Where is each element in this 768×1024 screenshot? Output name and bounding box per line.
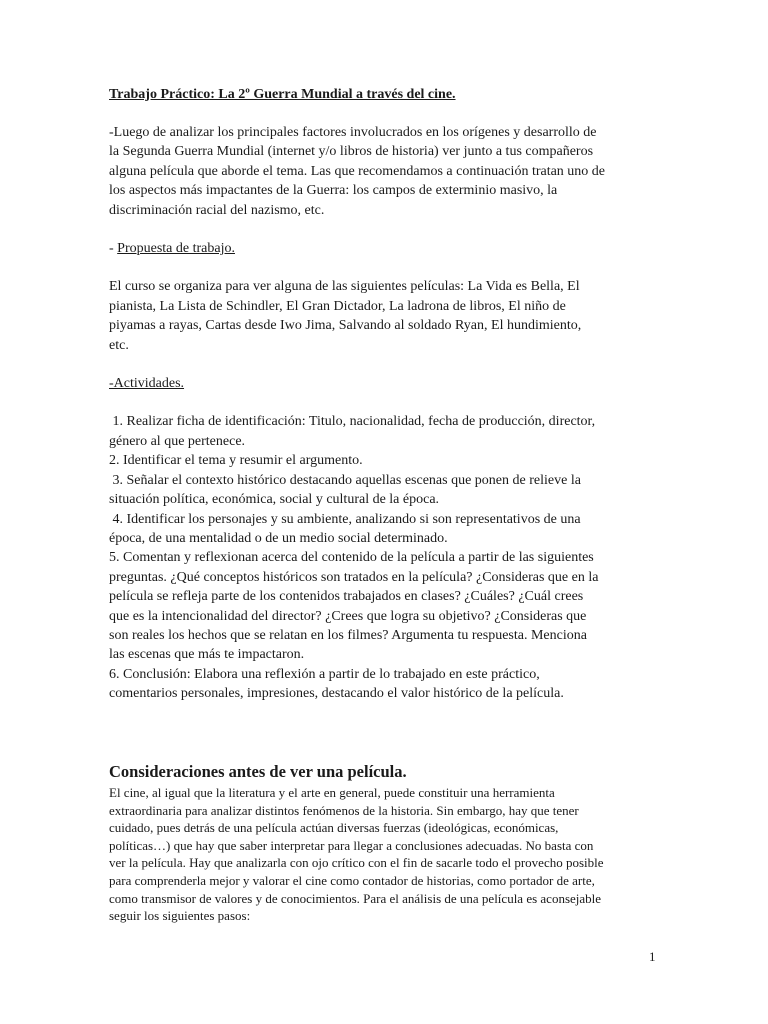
paragraph-line: El curso se organiza para ver alguna de las siguientes películas: La Vida es Bella, El — [109, 279, 580, 295]
activities-list — [109, 412, 659, 703]
list-item: 6. Conclusión: Elabora una reflexión a partir de lo trabajado en este práctico, — [109, 666, 540, 682]
list-item: género al que pertenece. — [109, 433, 246, 449]
proposal-heading-text: Propuesta de trabajo. — [117, 241, 235, 257]
list-item: 5. Comentan y reflexionan acerca del contenido de la película a partir de las siguientes — [109, 550, 594, 566]
list-item: que es la intencionalidad del director? ¿Crees que logra su objetivo? ¿Consideras que — [109, 608, 587, 624]
spacer — [109, 104, 659, 123]
paragraph-line: seguir los siguientes pasos: — [109, 908, 251, 924]
spacer — [109, 220, 659, 239]
document-body — [109, 85, 659, 704]
list-item: 2. Identificar el tema y resumir el argumento. — [109, 453, 363, 469]
list-item: situación política, económica, social y cultural de la época. — [109, 492, 440, 508]
list-item: las escenas que más te impactaron. — [109, 647, 305, 663]
paragraph-line: para comprenderla mejor y valorar el cine como contador de historias, como portador de arte, — [109, 872, 595, 888]
paragraph-line: discriminación racial del nazismo, etc. — [109, 202, 325, 218]
paragraph-line: piyamas a rayas, Cartas desde Iwo Jima, Salvando al soldado Ryan, El hundimiento, — [109, 318, 582, 334]
spacer — [109, 393, 659, 412]
paragraph-line: pianista, La Lista de Schindler, El Gran Dictador, La ladrona de libros, El niño de — [109, 298, 566, 314]
proposal-heading — [109, 239, 659, 258]
list-item: preguntas. ¿Qué conceptos históricos son tratados en la película? ¿Consideras que en la — [109, 569, 599, 585]
list-item: 3. Señalar el contexto histórico destacando aquellas escenas que ponen de relieve la — [109, 472, 581, 488]
paragraph-line: El cine, al igual que la literatura y el arte en general, puede constituir una herramienta — [109, 785, 555, 800]
list-item: comentarios personales, impresiones, destacando el valor histórico de la película. — [109, 686, 564, 702]
activities-heading: -Actividades. — [109, 376, 185, 392]
considerations-heading: Consideraciones antes de ver una película. — [109, 762, 407, 781]
proposal-paragraph — [109, 277, 659, 355]
paragraph-line: cuidado, pues detrás de una película actúan diversas fuerzas (ideológicas, económicas, — [109, 820, 559, 836]
paragraph-line: -Luego de analizar los principales factores involucrados en los orígenes y desarrollo de — [109, 125, 597, 140]
list-item: película se refleja parte de los contenidos trabajados en clases? ¿Cuáles? ¿Cuál crees — [109, 589, 584, 605]
page-number: 1 — [649, 949, 656, 964]
paragraph-line: alguna película que aborde el tema. Las que recomendamos a continuación tratan uno de — [109, 163, 606, 179]
intro-paragraph — [109, 123, 659, 220]
paragraph-line: políticas…) que hay que saber interpretar para llegar a conclusiones adecuadas. No basta con — [109, 837, 594, 853]
list-item: época, de una mentalidad o de un medio social determinado. — [109, 530, 448, 546]
spacer — [109, 355, 659, 374]
paragraph-line: como transmisor de valores y de conocimientos. Para el análisis de una película es aconsejable — [109, 890, 602, 906]
proposal-prefix: - — [109, 241, 118, 257]
list-item: 1. Realizar ficha de identificación: Titulo, nacionalidad, fecha de producción, director, — [109, 414, 596, 430]
paragraph-line: etc. — [109, 337, 129, 353]
paragraph-line: extraordinaria para analizar distintos fenómenos de la historia. Sin embargo, hay que tener — [109, 802, 579, 818]
list-item: son reales los hechos que se relatan en los filmes? Argumenta tu respuesta. Menciona — [109, 627, 587, 643]
paragraph-line: los aspectos más impactantes de la Guerra: los campos de exterminio masivo, la — [109, 183, 558, 199]
list-item: 4. Identificar los personajes y su ambiente, analizando si son representativos de una — [109, 511, 581, 527]
document-title: Trabajo Práctico: La 2º Guerra Mundial a través del cine. — [109, 87, 456, 102]
spacer — [109, 258, 659, 277]
considerations-paragraph — [109, 784, 659, 925]
paragraph-line: la Segunda Guerra Mundial (internet y/o libros de historia) ver junto a tus compañeros — [109, 144, 594, 160]
paragraph-line: ver la película. Hay que analizarla con ojo crítico con el fin de sacarle todo el provecho posible — [109, 855, 604, 871]
